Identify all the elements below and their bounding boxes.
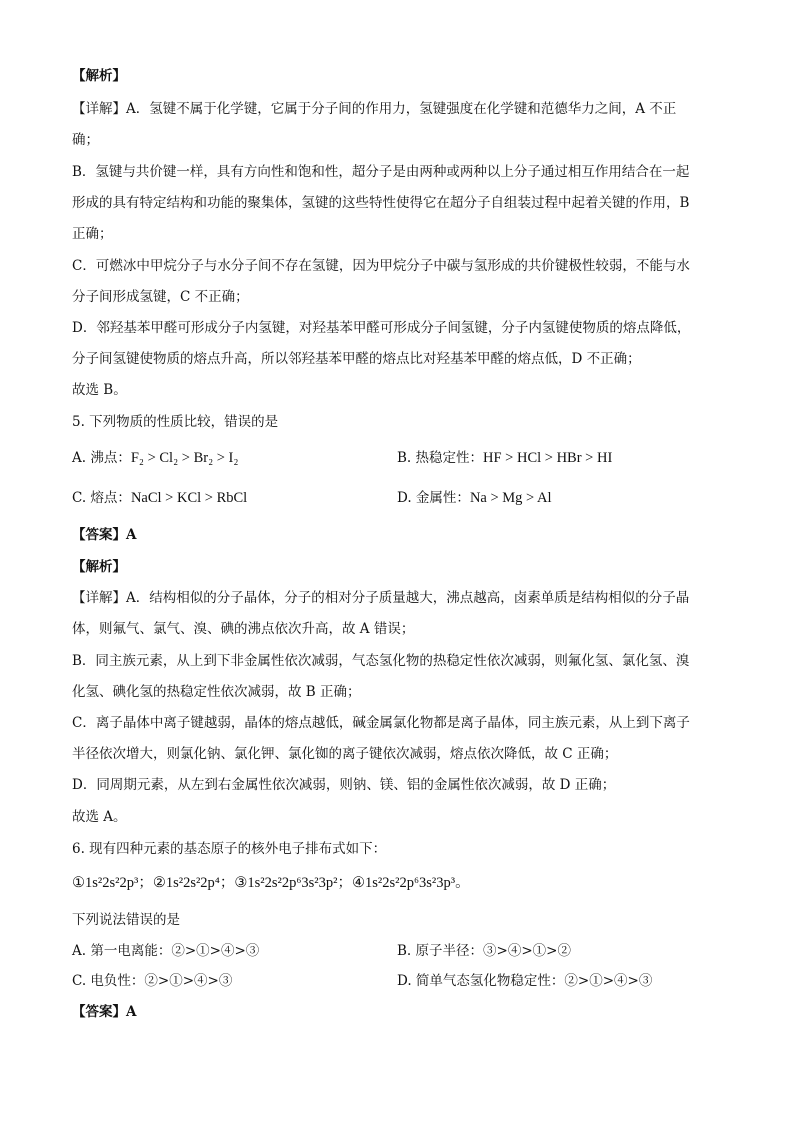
q6-option-b: B. 原子半径：③>④>①>②: [397, 943, 571, 959]
question-6-prompt: 下列说法错误的是: [72, 912, 180, 928]
q5-option-d-label: D. 金属性：: [397, 490, 470, 506]
q5-option-a-formula: F₂ > Cl₂ > Br₂ > I₂: [130, 450, 239, 466]
q5-option-a-label: A. 沸点：: [72, 450, 131, 466]
q5-option-a: [72, 449, 238, 467]
detail-line: D．同周期元素，从左到右金属性依次减弱，则钠、镁、铝的金属性依次减弱，故 D 正确；: [72, 777, 616, 793]
q5-option-d-formula: Na > Mg > Al: [469, 490, 552, 506]
conclusion-line: 故选 B。: [72, 382, 127, 398]
analysis-heading: 【解析】: [72, 68, 126, 84]
electron-configurations: ①1s²2s²2p³；②1s²2s²2p⁴；③1s²2s²2p⁶3s²3p²；④1s²2s²2p⁶3s²3p³。: [72, 875, 470, 891]
q6-option-c: C. 电负性：②>①>④>③: [72, 973, 233, 989]
q5-option-b: [397, 449, 612, 467]
q5-option-b-formula: HF > HCl > HBr > HI: [483, 450, 613, 466]
q5-option-c: [72, 489, 247, 507]
q5-option-d: [397, 489, 552, 507]
detail-line: 半径依次增大，则氯化钠、氯化钾、氯化铷的离子键依次减弱，熔点依次降低，故 C 正确；: [72, 746, 618, 762]
detail-line: 确；: [72, 132, 99, 148]
detail-line: C．离子晶体中离子键越弱，晶体的熔点越低，碱金属氯化物都是离子晶体，同主族元素，从上到下离子: [72, 715, 690, 731]
detail-line: 形成的具有特定结构和功能的聚集体，氢键的这些特性使得它在超分子自组装过程中起着关键的作用，B: [72, 195, 690, 211]
detail-line: 正确；: [72, 226, 113, 242]
question-6-stem: 6. 现有四种元素的基态原子的核外电子排布式如下：: [72, 841, 387, 857]
detail-line: 化氢、碘化氢的热稳定性依次减弱，故 B 正确；: [72, 684, 361, 700]
analysis-heading: 【解析】: [72, 559, 126, 575]
q5-option-c-formula: NaCl > KCl > RbCl: [130, 490, 248, 506]
detail-line: D．邻羟基苯甲醛可形成分子内氢键，对羟基苯甲醛可形成分子间氢键，分子内氢键使物质的熔点降低，: [72, 320, 691, 336]
detail-line: B．同主族元素，从上到下非金属性依次减弱，气态氢化物的热稳定性依次减弱，则氟化氢、氯化氢、溴: [72, 653, 690, 669]
detail-line: 分子间形成氢键，C 不正确；: [72, 289, 249, 305]
detail-line: 体，则氟气、氯气、溴、碘的沸点依次升高，故 A 错误；: [72, 621, 415, 637]
q6-option-d: D. 简单气态氢化物稳定性：②>①>④>③: [397, 973, 653, 989]
detail-line: B．氢键与共价键一样，具有方向性和饱和性，超分子是由两种或两种以上分子通过相互作用结合在一起: [72, 164, 690, 180]
detail-line: 【详解】A．结构相似的分子晶体，分子的相对分子质量越大，沸点越高，卤素单质是结构相似的分子晶: [72, 590, 690, 606]
q5-option-b-label: B. 热稳定性：: [397, 450, 484, 466]
answer-5: 【答案】A: [72, 527, 137, 543]
q6-option-a: A. 第一电离能：②>①>④>③: [72, 943, 260, 959]
conclusion-line: 故选 A。: [72, 809, 127, 825]
answer-6: 【答案】A: [72, 1004, 137, 1020]
detail-line: 分子间氢键使物质的熔点升高，所以邻羟基苯甲醛的熔点比对羟基苯甲醛的熔点低，D 不正确；: [72, 351, 641, 367]
question-5-stem: 5. 下列物质的性质比较，错误的是: [72, 414, 279, 430]
detail-line: C．可燃冰中甲烷分子与水分子间不存在氢键，因为甲烷分子中碳与氢形成的共价键极性较弱，不能与水: [72, 258, 690, 274]
detail-line: 【详解】A．氢键不属于化学键，它属于分子间的作用力，氢键强度在化学键和范德华力之间，A 不正: [72, 101, 677, 117]
q5-option-c-label: C. 熔点：: [72, 490, 131, 506]
